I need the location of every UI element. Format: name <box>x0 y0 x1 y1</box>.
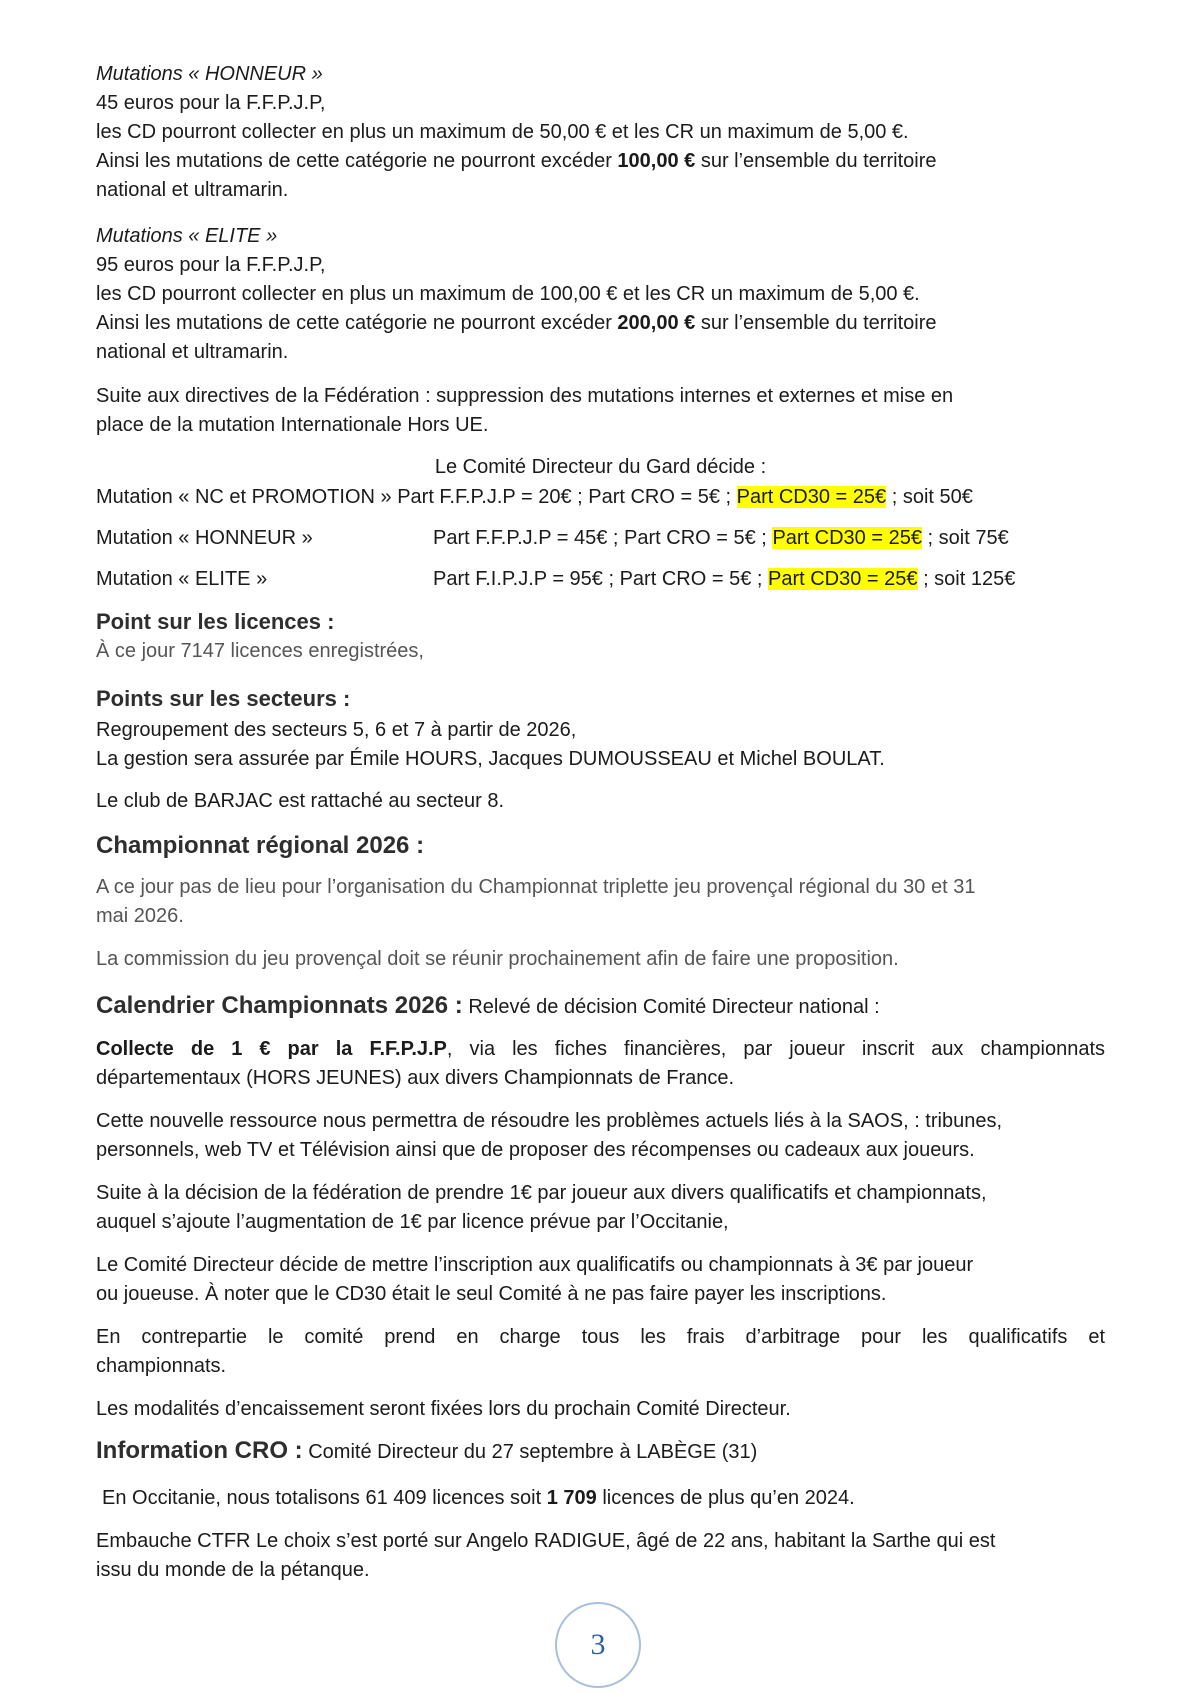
paragraph-line: ou joueuse. À noter que le CD30 était le seul Comité à ne pas faire payer les inscriptions. <box>96 1283 887 1305</box>
paragraph-line: Les modalités d’encaissement seront fixées lors du prochain Comité Directeur. <box>96 1398 791 1420</box>
paragraph-line: La commission du jeu provençal doit se réunir prochainement afin de faire une proposition. <box>96 948 899 970</box>
mutations-honneur-title: Mutations « HONNEUR » <box>96 63 323 85</box>
decision-label: Mutation « ELITE » <box>96 568 268 590</box>
heading-text: Information CRO : <box>96 1437 303 1464</box>
paragraph-line: issu du monde de la pétanque. <box>96 1559 370 1581</box>
highlighted-part-cd30: Part CD30 = 25€ <box>767 568 918 590</box>
decision-label: Mutation « HONNEUR » <box>96 527 313 549</box>
paragraph-line: Le club de BARJAC est rattaché au secteur 8. <box>96 790 504 812</box>
paragraph-decision-federation <box>96 1179 1105 1237</box>
paragraph-line: Le Comité Directeur décide de mettre l’inscription aux qualificatifs ou championnats à 3€ par joueur <box>96 1254 974 1276</box>
text-segment: sur l’ensemble du territoire <box>695 150 937 172</box>
mutations-elite-title: Mutations « ELITE » <box>96 225 278 247</box>
text-segment: ; soit 75€ <box>921 527 1009 549</box>
page-number-circle <box>555 1602 641 1688</box>
paragraph-line: personnels, web TV et Télévision ainsi que de proposer des récompenses ou cadeaux aux joueurs. <box>96 1139 975 1161</box>
text-segment: licences de plus qu’en 2024. <box>596 1487 855 1509</box>
paragraph-line <box>96 1035 1105 1064</box>
paragraph-occitanie <box>96 1484 1105 1513</box>
paragraph-secteurs <box>96 716 1105 774</box>
decision-row-honneur <box>96 524 1105 553</box>
text-segment: sur l’ensemble du territoire <box>695 312 937 334</box>
paragraph-line: mai 2026. <box>96 905 184 927</box>
paragraph-line: A ce jour pas de lieu pour l’organisation du Championnat triplette jeu provençal régional du 30 et 31 <box>96 876 976 898</box>
paragraph-inscription <box>96 1251 1105 1309</box>
heading-calendrier <box>96 990 1105 1023</box>
paragraph-line: place de la mutation Internationale Hors UE. <box>96 414 489 436</box>
text-segment: Part F.I.P.J.P = 95€ ; Part CRO = 5€ ; <box>433 568 768 590</box>
text-segment: En Occitanie, nous totalisons 61 409 licences soit <box>102 1487 547 1509</box>
paragraph-line: les CD pourront collecter en plus un maximum de 100,00 € et les CR un maximum de 5,00 €. <box>96 283 920 305</box>
paragraph-line: auquel s’ajoute l’augmentation de 1€ par licence prévue par l’Occitanie, <box>96 1211 729 1233</box>
paragraph-line: Regroupement des secteurs 5, 6 et 7 à partir de 2026, <box>96 719 577 741</box>
text-segment: ; soit 50€ <box>886 486 973 508</box>
paragraph-collecte <box>96 1035 1105 1093</box>
paragraph-championnat-lieu <box>96 873 1105 931</box>
heading-licences: Point sur les licences : <box>96 609 335 634</box>
paragraph-line: La gestion sera assurée par Émile HOURS, Jacques DUMOUSSEAU et Michel BOULAT. <box>96 748 885 770</box>
text-segment: Ainsi les mutations de cette catégorie ne pourront excéder <box>96 150 618 172</box>
paragraph-licences <box>96 637 1105 666</box>
paragraph-line: En contrepartie le comité prend en charge tous les frais d’arbitrage pour les qualificatifs et <box>96 1326 1105 1348</box>
paragraph-arbitrage <box>96 1323 1105 1381</box>
paragraph-ressource <box>96 1107 1105 1165</box>
paragraph-line: À ce jour 7147 licences enregistrées, <box>96 640 424 662</box>
paragraph-line: 45 euros pour la F.F.P.J.P, <box>96 92 326 114</box>
paragraph-line <box>96 565 1105 594</box>
text-segment: Ainsi les mutations de cette catégorie ne pourront excéder <box>96 312 618 334</box>
section-mutations-elite <box>96 222 1105 367</box>
heading-championnat-regional: Championnat régional 2026 : <box>96 832 425 859</box>
licence-increase-count: 1 709 <box>546 1487 597 1509</box>
paragraph-line <box>102 1484 1105 1513</box>
decision-title <box>96 453 1105 482</box>
paragraph-line: championnats. <box>96 1355 227 1377</box>
heading-suffix: Comité Directeur du 27 septembre à LABÈGE (31) <box>302 1441 758 1463</box>
paragraph-line <box>96 524 1105 553</box>
paragraph-line <box>96 309 1105 338</box>
paragraph-line: Le Comité Directeur du Gard décide : <box>434 456 767 478</box>
section-mutations-honneur <box>96 60 1105 205</box>
paragraph-line <box>96 147 1105 176</box>
paragraph-barjac <box>96 787 1105 816</box>
decision-label: Mutation « NC et PROMOTION » <box>96 486 392 508</box>
collecte-bold: Collecte de 1 € par la F.F.P.J.P <box>96 1038 447 1060</box>
decision-row-elite <box>96 565 1105 594</box>
document-content <box>96 60 1105 1585</box>
paragraph-line <box>96 483 1105 512</box>
paragraph-federation-note <box>96 382 1105 440</box>
paragraph-embauche <box>96 1527 1105 1585</box>
paragraph-line: départementaux (HORS JEUNES) aux divers Championnats de France. <box>96 1067 735 1089</box>
paragraph-line: Embauche CTFR Le choix s’est porté sur Angelo RADIGUE, âgé de 22 ans, habitant la Sarthe qui est <box>96 1530 996 1552</box>
amount-max-honneur: 100,00 € <box>617 150 696 172</box>
page-number: 3 <box>590 1628 606 1661</box>
text-segment: Part F.F.P.J.P = 45€ ; Part CRO = 5€ ; <box>433 527 773 549</box>
heading-text: Calendrier Championnats 2026 : <box>96 992 463 1019</box>
text-segment: ; soit 125€ <box>917 568 1016 590</box>
paragraph-line: Suite aux directives de la Fédération : suppression des mutations internes et externes et mise en <box>96 385 954 407</box>
paragraph-modalites <box>96 1395 1105 1424</box>
heading-information-cro <box>96 1435 1105 1468</box>
paragraph-line: 95 euros pour la F.F.P.J.P, <box>96 254 326 276</box>
paragraph-line: Suite à la décision de la fédération de prendre 1€ par joueur aux divers qualificatifs et championnats, <box>96 1182 987 1204</box>
amount-max-elite: 200,00 € <box>617 312 696 334</box>
paragraph-line: national et ultramarin. <box>96 179 289 201</box>
paragraph-line: Cette nouvelle ressource nous permettra de résoudre les problèmes actuels liés à la SAOS, : tribunes, <box>96 1110 1003 1132</box>
decision-row-nc-promotion <box>96 483 1105 512</box>
paragraph-line: les CD pourront collecter en plus un maximum de 50,00 € et les CR un maximum de 5,00 €. <box>96 121 909 143</box>
paragraph-commission <box>96 945 1105 974</box>
text-segment: Part F.F.P.J.P = 20€ ; Part CRO = 5€ ; <box>391 486 737 508</box>
heading-suffix: Relevé de décision Comité Directeur national : <box>462 996 880 1018</box>
highlighted-part-cd30: Part CD30 = 25€ <box>772 527 922 549</box>
heading-secteurs: Points sur les secteurs : <box>96 686 351 711</box>
paragraph-line: national et ultramarin. <box>96 341 289 363</box>
text-segment: , via les fiches financières, par joueur inscrit aux championnats <box>446 1038 1106 1060</box>
highlighted-part-cd30: Part CD30 = 25€ <box>736 486 887 508</box>
